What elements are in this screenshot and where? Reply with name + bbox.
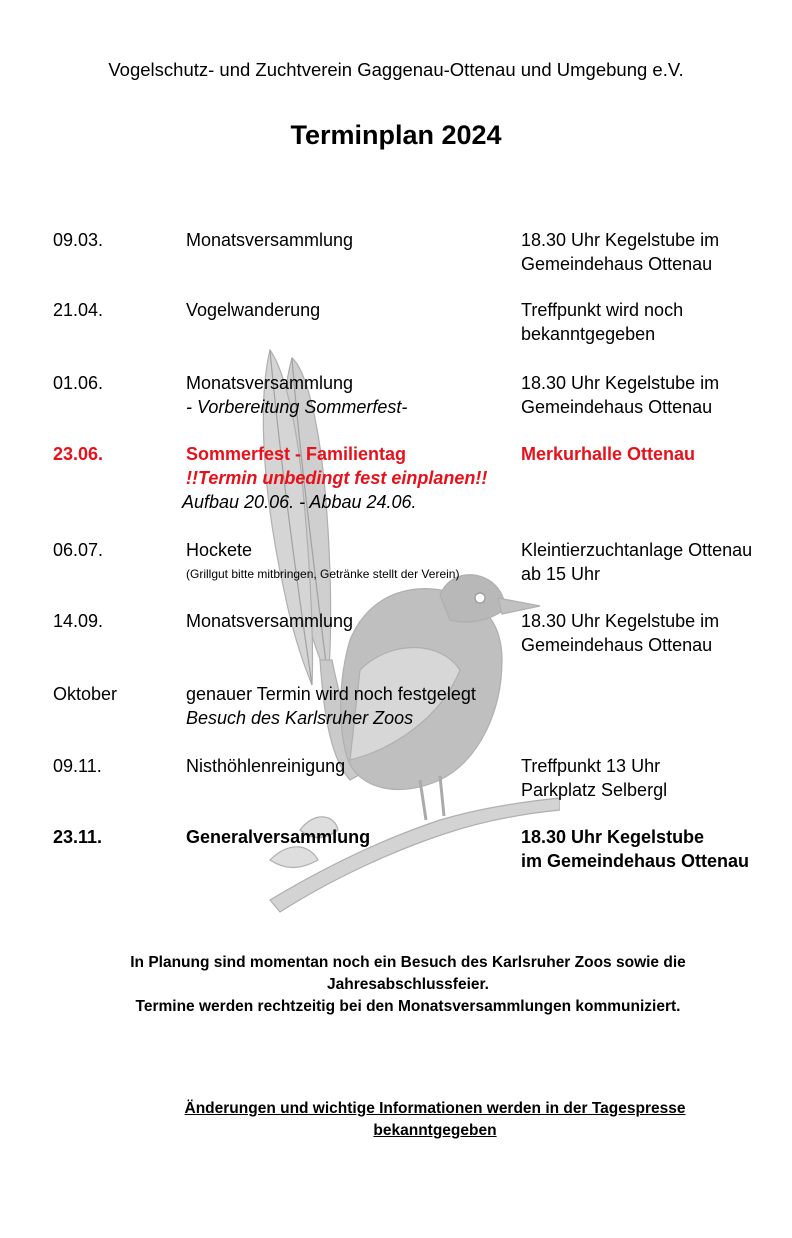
event-date: 23.11. <box>53 827 103 847</box>
event-date: Oktober <box>53 684 118 704</box>
event-details <box>186 371 407 419</box>
planning-note-line2: Jahresabschlussfeier. <box>327 976 489 993</box>
event-location-line2: Parkplatz Selbergl <box>521 780 668 800</box>
event-location <box>521 298 683 346</box>
event-location-line1: 18.30 Uhr Kegelstube im <box>521 230 720 250</box>
planning-note <box>0 952 792 1018</box>
event-location-line1: Kleintierzuchtanlage Ottenau <box>521 540 753 560</box>
press-note <box>150 1098 720 1142</box>
event-date: 09.03. <box>53 230 104 250</box>
event-date: 06.07. <box>53 540 104 560</box>
page-title: Terminplan 2024 <box>290 120 502 150</box>
event-location-line2: bekanntgegeben <box>521 324 656 344</box>
press-note-line2: bekanntgegeben <box>373 1122 497 1139</box>
planning-note-line1: In Planung sind momentan noch ein Besuch des Karlsruher Zoos sowie die <box>130 954 686 971</box>
event-title: Monatsversammlung <box>186 611 354 631</box>
event-title: Nisthöhlenreinigung <box>186 756 346 776</box>
event-location-line2: Gemeindehaus Ottenau <box>521 254 713 274</box>
event-location-line2: ab 15 Uhr <box>521 564 601 584</box>
event-location-line1: 18.30 Uhr Kegelstube <box>521 827 705 847</box>
organization-name: Vogelschutz- und Zuchtverein Gaggenau-Ottenau und Umgebung e.V. <box>108 59 684 80</box>
event-location-line1: 18.30 Uhr Kegelstube im <box>521 373 720 393</box>
event-location <box>521 825 749 873</box>
event-location: Merkurhalle Ottenau <box>521 444 696 464</box>
press-note-line1: Änderungen und wichtige Informationen werden in der Tagespresse <box>184 1100 686 1117</box>
event-title: Monatsversammlung <box>186 230 354 250</box>
event-location-line1: Treffpunkt wird noch <box>521 300 684 320</box>
event-location-line1: Treffpunkt 13 Uhr <box>521 756 661 776</box>
planning-note-line3: Termine werden rechtzeitig bei den Monatsversammlungen kommuniziert. <box>135 998 681 1015</box>
event-title: Sommerfest - Familientag <box>186 444 407 464</box>
event-location-line2: im Gemeindehaus Ottenau <box>521 851 750 871</box>
event-subtitle: !!Termin unbedingt fest einplanen!! <box>186 468 488 488</box>
event-date: 23.06. <box>53 444 104 464</box>
event-subtitle: Besuch des Karlsruher Zoos <box>186 708 414 728</box>
event-location-line2: Gemeindehaus Ottenau <box>521 635 713 655</box>
event-subtitle: (Grillgut bitte mitbringen, Getränke stellt der Verein) <box>186 567 460 581</box>
event-location <box>521 538 752 586</box>
event-location <box>521 371 719 419</box>
event-title: Hockete <box>186 540 253 560</box>
event-date: 14.09. <box>53 611 104 631</box>
event-location <box>521 228 719 276</box>
event-location <box>521 609 719 657</box>
event-details <box>186 682 476 730</box>
event-title: genauer Termin wird noch festgelegt <box>186 684 476 704</box>
event-details <box>182 442 488 514</box>
event-location <box>521 754 667 802</box>
event-title: Generalversammlung <box>186 827 371 847</box>
event-details <box>186 538 459 586</box>
event-title: Vogelwanderung <box>186 300 321 320</box>
event-location-line1: 18.30 Uhr Kegelstube im <box>521 611 720 631</box>
event-date: 01.06. <box>53 373 104 393</box>
event-location-line2: Gemeindehaus Ottenau <box>521 397 713 417</box>
event-subtitle: - Vorbereitung Sommerfest- <box>186 397 408 417</box>
event-date: 21.04. <box>53 300 104 320</box>
event-date: 09.11. <box>53 756 102 776</box>
event-title: Monatsversammlung <box>186 373 354 393</box>
event-setup-info: Aufbau 20.06. - Abbau 24.06. <box>182 492 417 512</box>
